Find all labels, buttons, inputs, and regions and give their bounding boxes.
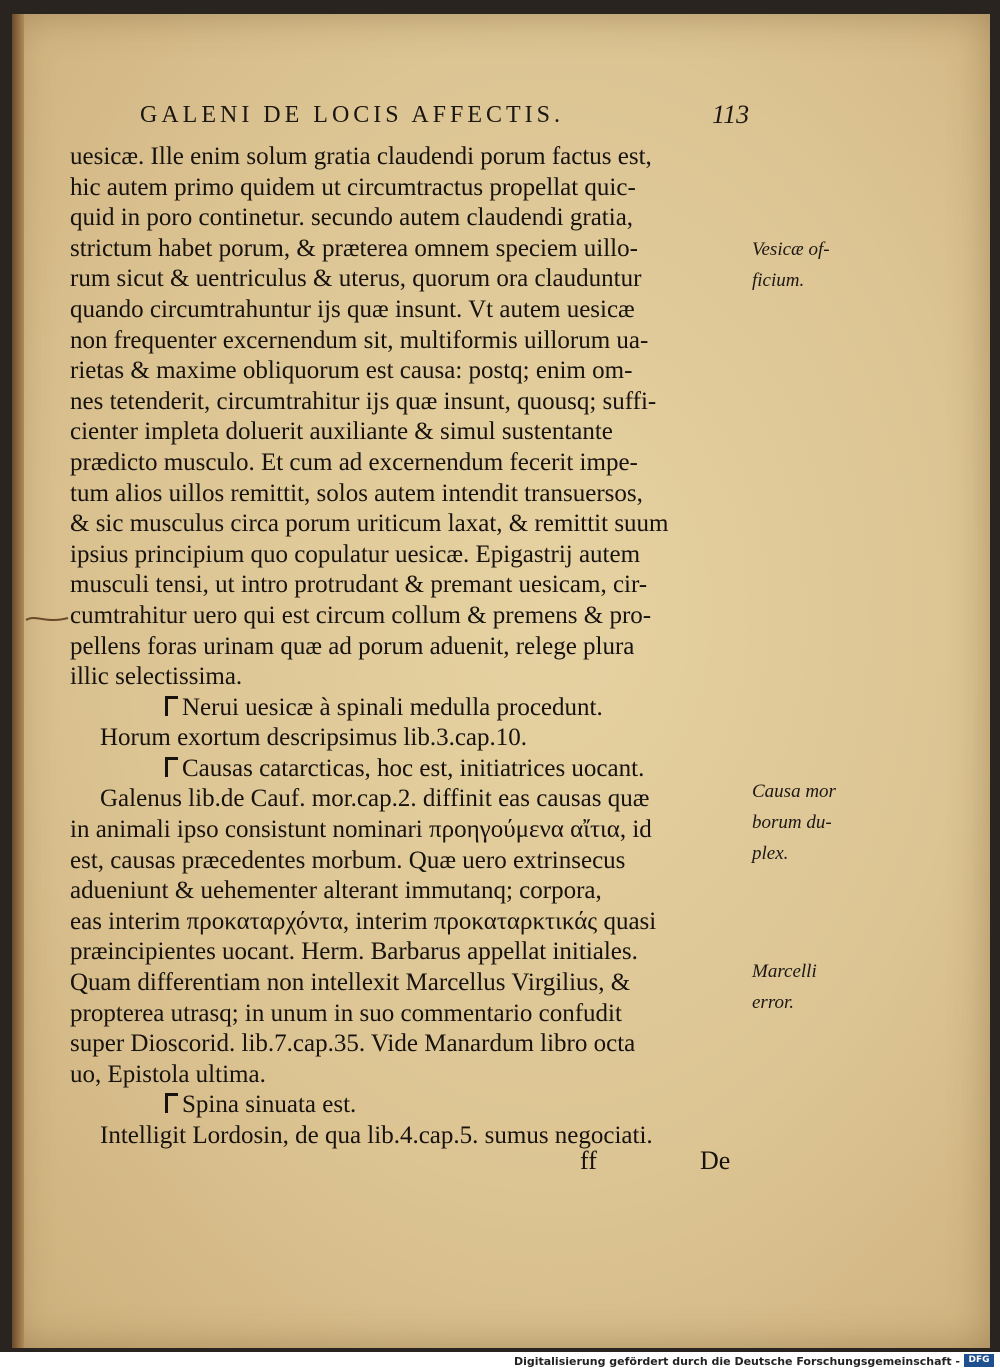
body-line: propterea utrasq; in unum in suo commentario confudit <box>70 999 622 1027</box>
body-line: musculi tensi, ut intro protrudant & premant uesicam, cir- <box>70 571 648 599</box>
catchword: De <box>700 1146 731 1175</box>
body-line: Galenus lib.de Cauf. mor.cap.2. diffinit eas causas quæ <box>100 785 650 813</box>
body-line: uesicæ. Ille enim solum gratia claudendi porum factus est, <box>70 143 652 170</box>
section-heading <box>70 754 750 785</box>
body-line: rietas & maxime obliquorum est causa: postq; enim om- <box>70 357 633 385</box>
body-line: rum sicut & uentriculus & uterus, quorum ora clauduntur <box>70 265 642 293</box>
body-line: prædicto musculo. Et cum ad excernendum fecerit impe- <box>70 448 638 476</box>
paragraph-mark-icon <box>160 695 180 717</box>
paragraph-mark-icon <box>160 1092 180 1114</box>
heading-text: Spina sinuata est. <box>182 1091 357 1119</box>
heading-text: Causas catarcticas, hoc est, initiatrices uocant. <box>182 754 645 782</box>
margin-note: Vesicæ of- <box>752 239 830 260</box>
margin-note: Marcelli <box>752 961 817 982</box>
body-line: nes tetenderit, circumtrahitur ijs quæ insunt, quousq; suffi- <box>70 387 657 415</box>
section-heading <box>70 693 750 724</box>
body-line: illic selectissima. <box>70 663 243 691</box>
body-line: Horum exortum descripsimus lib.3.cap.10. <box>100 724 528 752</box>
body-line: cumtrahitur uero qui est circum collum & premens & pro- <box>70 601 652 629</box>
body-line: præincipientes uocant. Herm. Barbarus appellat initiales. <box>70 938 638 966</box>
paragraph-mark-icon <box>160 756 180 778</box>
page-number: 113 <box>712 100 750 129</box>
body-line: tum alios uillos remittit, solos autem intendit transuersos, <box>70 479 643 507</box>
body-line: super Dioscorid. lib.7.cap.35. Vide Manardum libro octa <box>70 1030 636 1058</box>
binding-edge <box>12 14 24 1348</box>
dfg-logo: DFG <box>964 1354 994 1367</box>
body-line: pellens foras urinam quæ ad porum aduenit, relege plura <box>70 632 635 660</box>
margin-note: Causa mor <box>752 781 836 802</box>
margin-note: borum du- <box>752 812 832 833</box>
body-text <box>70 142 750 1152</box>
body-line: Intelligit Lordosin, de qua lib.4.cap.5. sumus negociati. <box>100 1122 653 1149</box>
running-head: GALENI DE LOCIS AFFECTIS. <box>140 102 565 128</box>
signature-mark: ff <box>580 1146 597 1175</box>
body-line: adueniunt & uehementer alterant immutanq; corpora, <box>70 877 602 905</box>
body-line: hic autem primo quidem ut circumtractus propellat quic- <box>70 173 636 201</box>
body-line: strictum habet porum, & præterea omnem speciem uillo- <box>70 234 638 262</box>
body-line: cienter impleta doluerit auxiliante & simul sustentante <box>70 418 613 446</box>
body-line: eas interim προκαταρχόντα, interim προκαταρκτικάς quasi <box>70 907 657 935</box>
body-line: & sic musculus circa porum uriticum laxat, & remittit suum <box>70 510 669 538</box>
body-line: Quam differentiam non intellexit Marcellus Virgilius, & <box>70 969 631 997</box>
body-line: uo, Epistola ultima. <box>70 1060 266 1088</box>
body-line: non frequenter excernendum sit, multiformis uillorum ua- <box>70 326 649 354</box>
body-line: quando circumtrahuntur ijs quæ insunt. Vt autem uesicæ <box>70 295 635 323</box>
margin-note: plex. <box>752 843 789 864</box>
body-line: ipsius principium quo copulatur uesicæ. Epigastrij autem <box>70 540 641 568</box>
section-heading <box>70 1090 750 1121</box>
footer-credit: Digitalisierung gefördert durch die Deutsche Forschungsgemeinschaft - <box>513 1355 960 1368</box>
body-line: est, causas præcedentes morbum. Quæ uero extrinsecus <box>70 846 626 874</box>
heading-text: Nerui uesicæ à spinali medulla procedunt. <box>182 693 603 721</box>
body-line: quid in poro continetur. secundo autem claudendi gratia, <box>70 204 634 232</box>
margin-note: ficium. <box>752 270 805 291</box>
margin-note: error. <box>752 992 795 1013</box>
pen-mark <box>24 612 70 626</box>
body-line: in animali ipso consistunt nominari προηγούμενα αἴτια, id <box>70 816 652 844</box>
